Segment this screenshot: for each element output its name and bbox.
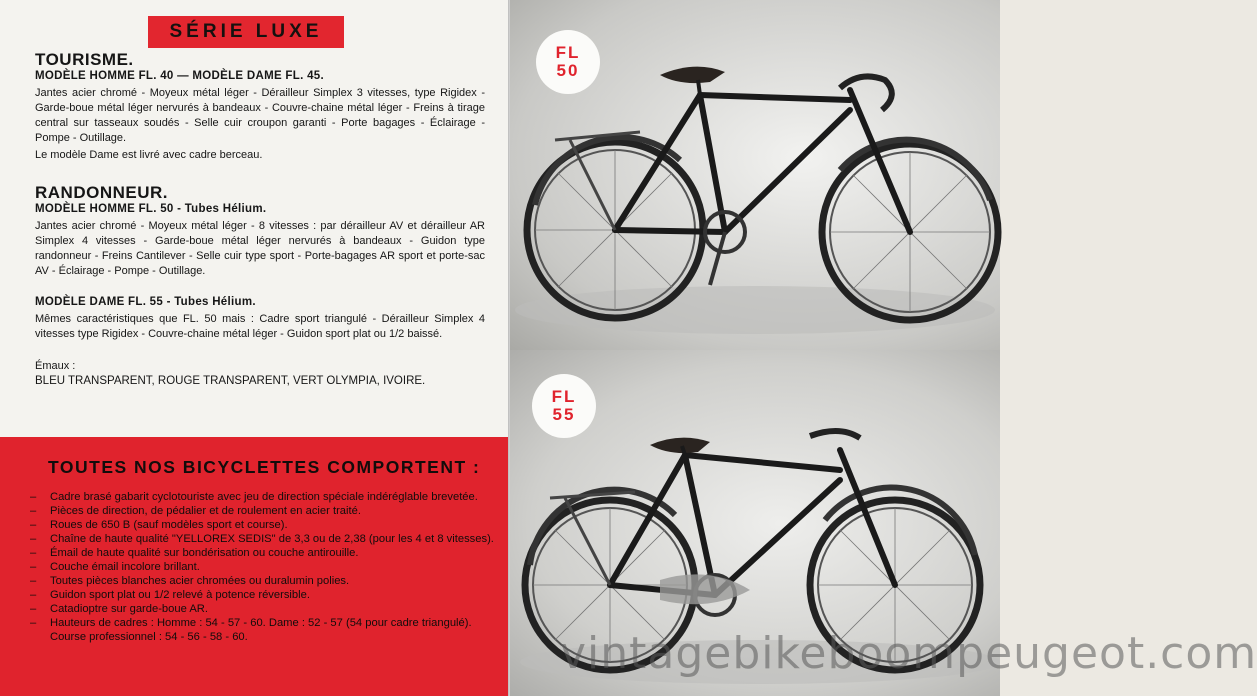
randonneur-model-homme: MODÈLE HOMME FL. 50 - Tubes Hélium.: [35, 203, 267, 215]
randonneur-title: RANDONNEUR.: [35, 183, 168, 202]
feature-item: – Couche émail incolore brillant.: [30, 560, 500, 574]
series-banner: SÉRIE LUXE: [148, 16, 344, 48]
badge-fl55-line2: 55: [552, 405, 576, 424]
tourisme-note: Le modèle Dame est livré avec cadre berceau.: [35, 149, 263, 161]
feature-item: – Guidon sport plat ou 1/2 relevé à potence réversible.: [30, 588, 500, 602]
feature-item: – Chaîne de haute qualité "YELLOREX SEDIS" de 3,3 ou de 2,38 (pour les 4 et 8 vitesses).: [30, 532, 500, 546]
randonneur-model-dame: MODÈLE DAME FL. 55 - Tubes Hélium.: [35, 296, 256, 308]
text-page: [0, 0, 510, 696]
badge-fl50-line2: 50: [556, 61, 580, 80]
photo-page: [510, 0, 1000, 696]
tourisme-model: MODÈLE HOMME FL. 40 — MODÈLE DAME FL. 45.: [35, 70, 324, 82]
features-list: [30, 490, 500, 644]
model-badge-fl55: [532, 374, 596, 438]
badge-fl50-line1: FL: [555, 43, 581, 62]
feature-item: – Émail de haute qualité sur bondérisation ou couche antirouille.: [30, 546, 500, 560]
watermark-text: vintagebikeboompeugeot.com: [560, 628, 1257, 679]
randonneur-description-dame: Mêmes caractéristiques que FL. 50 mais : Cadre sport triangulé - Dérailleur Simplex 4 vitesses type Rigidex - Couvre-chaine métal léger - Guidon sport plat ou 1/2 baissé.: [35, 313, 485, 340]
bicycle-photo-fl50: [510, 0, 1000, 350]
emaux-label: Émaux :: [35, 360, 76, 372]
feature-item: – Roues de 650 B (sauf modèles sport et course).: [30, 518, 500, 532]
feature-item: – Toutes pièces blanches acier chromées ou duralumin polies.: [30, 574, 500, 588]
feature-item: – Catadioptre sur garde-boue AR.: [30, 602, 500, 616]
emaux-colors: BLEU TRANSPARENT, ROUGE TRANSPARENT, VERT OLYMPIA, IVOIRE.: [35, 375, 426, 387]
features-title: TOUTES NOS BICYCLETTES COMPORTENT :: [48, 457, 481, 477]
randonneur-description-homme: Jantes acier chromé - Moyeux métal léger - 8 vitesses : par dérailleur AV et dérailleur AR Simplex 4 vitesses - Garde-boue métal léger nervurés à bandeaux - Guidon type randonneur - Freins Cantilever - Selle cuir type sport - Porte-bagages AR sport et porte-sac AV - Éclairage - Pompe - Outillage.: [35, 220, 485, 277]
feature-item: – Cadre brasé gabarit cyclotouriste avec jeu de direction spéciale indéréglable brevetée.: [30, 490, 500, 504]
feature-item: – Pièces de direction, de pédalier et de roulement en acier traité.: [30, 504, 500, 518]
feature-item: – Hauteurs de cadres : Homme : 54 - 57 - 60. Dame : 52 - 57 (54 pour cadre triangulé). Course professionnel : 54 - 56 - 58 - 60.: [30, 616, 500, 644]
badge-fl55-line1: FL: [551, 387, 577, 406]
tourisme-title: TOURISME.: [35, 50, 134, 69]
model-badge-fl50: [536, 30, 600, 94]
tourisme-description: Jantes acier chromé - Moyeux métal léger - Dérailleur Simplex 3 vitesses, type Rigidex - Garde-boue métal léger nervurés à bandeaux - Couvre-chaine métal léger - Freins à tirage central sur tasseaux soudés - Selle cuir croupon garanti - Porte bagages - Éclairage - Pompe - Outillage.: [35, 87, 485, 144]
